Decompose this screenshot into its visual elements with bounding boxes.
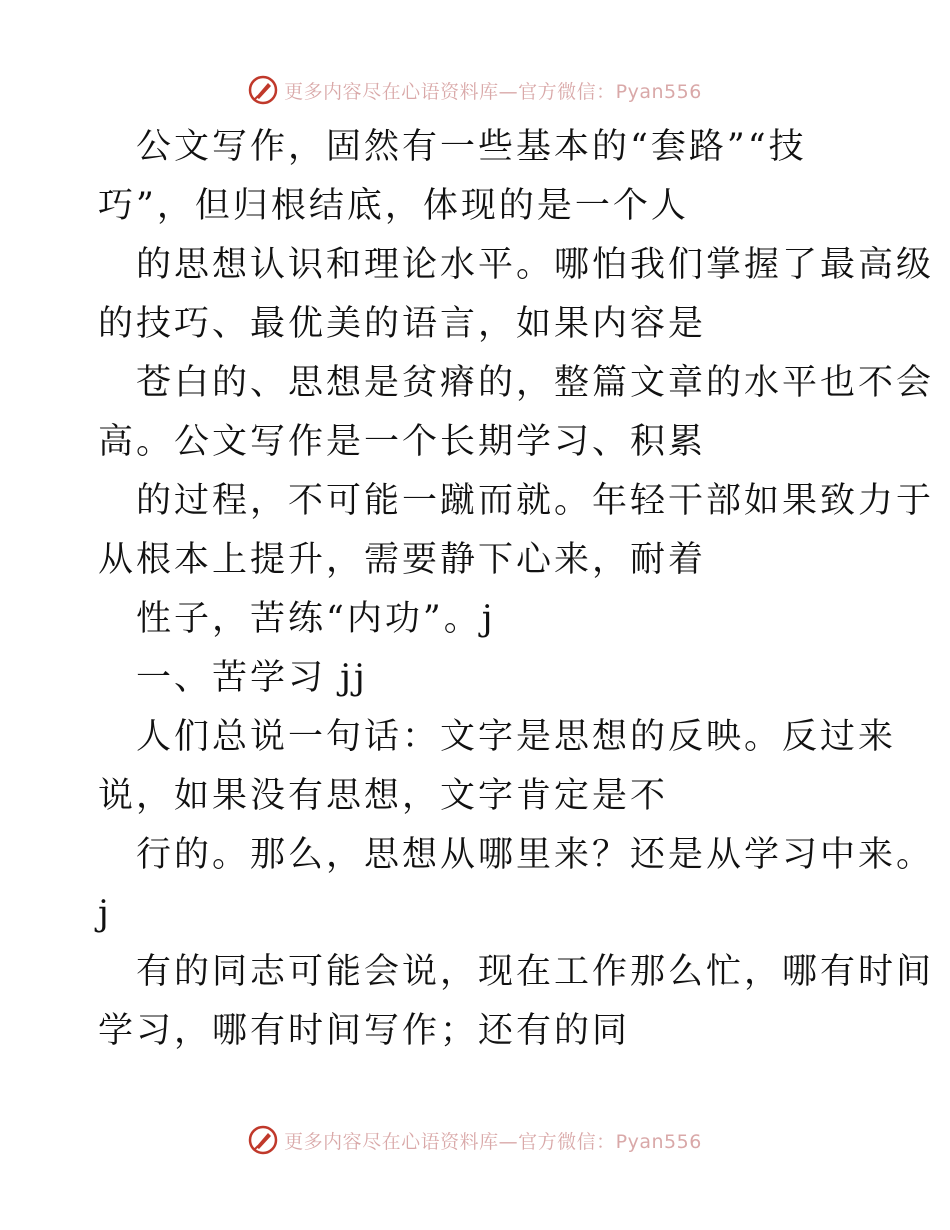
text-line: 的思想认识和理论水平。哪怕我们掌握了最高级 [136,245,935,285]
text-line: 公文写作，固然有一些基本的“套路”“技 [136,127,807,167]
text-line: 学习，哪有时间写作；还有的同 [98,1011,631,1051]
document-body [98,118,935,1061]
text-line: 性子，苦练“内功”。j [136,599,496,639]
quill-logo-icon [248,75,278,105]
quill-logo-icon [248,1125,278,1155]
footer-watermark [0,1120,950,1160]
text-line: 巧”，但归根结底，体现的是一个人 [98,186,689,226]
section-heading: 一、苦学习 jj [136,658,368,698]
text-line: 的过程，不可能一蹴而就。年轻干部如果致力于 [136,481,935,521]
text-line: 行的。那么，思想从哪里来？还是从学习中来。 [136,835,935,875]
header-watermark [0,70,950,110]
text-line: 高。公文写作是一个长期学习、积累 [98,422,707,462]
text-line: 有的同志可能会说，现在工作那么忙，哪有时间 [136,952,935,992]
text-line: 苍白的、思想是贫瘠的，整篇文章的水平也不会 [136,363,935,403]
text-line: 人们总说一句话：文字是思想的反映。反过来 [136,717,897,757]
watermark-text: 更多内容尽在心语资料库—官方微信：Pyan556 [284,1130,702,1153]
watermark-text: 更多内容尽在心语资料库—官方微信：Pyan556 [284,80,702,103]
text-line: j [98,894,112,934]
text-line: 从根本上提升，需要静下心来，耐着 [98,540,707,580]
text-line: 说，如果没有思想，文字肯定是不 [98,776,669,816]
text-line: 的技巧、最优美的语言，如果内容是 [98,304,707,344]
